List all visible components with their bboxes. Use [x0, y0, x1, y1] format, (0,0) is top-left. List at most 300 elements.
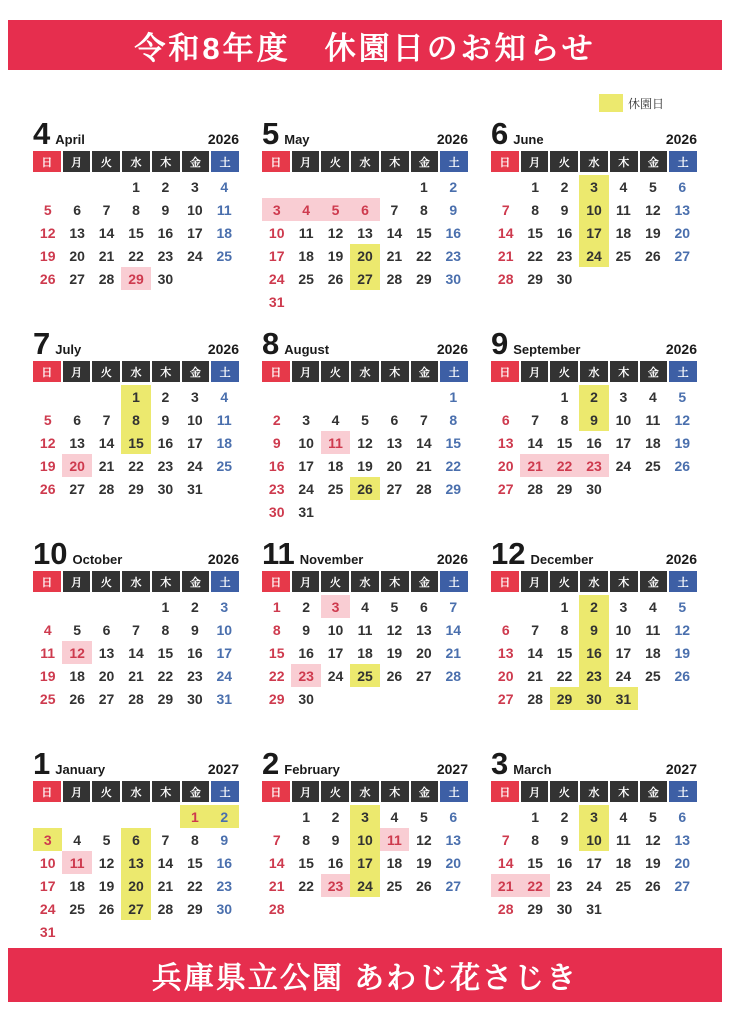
date-cell: 21 [527, 667, 543, 684]
date-cell: 12 [674, 411, 691, 428]
weekday-cell: 木 [610, 781, 638, 802]
month-name: February [284, 762, 340, 777]
date-cell: 11 [616, 831, 631, 848]
date-cell: 8 [190, 831, 199, 848]
empty-cell [291, 897, 320, 920]
empty-cell [92, 175, 121, 198]
date-cell: 25 [327, 480, 344, 497]
date-cell: 28 [497, 270, 514, 287]
date-cell: 24 [187, 457, 203, 474]
empty-cell [291, 290, 320, 313]
date-cell: 4 [331, 411, 340, 428]
weekday-cell: 金 [640, 151, 668, 172]
date-cell: 13 [416, 621, 432, 638]
weekday-cell: 金 [411, 361, 439, 382]
empty-cell [62, 805, 91, 828]
weekday-cell: 火 [550, 151, 578, 172]
month-year: 2026 [436, 131, 468, 147]
date-cell: 16 [586, 434, 602, 451]
date-cell: 2 [272, 411, 281, 428]
date-cell: 5 [648, 178, 657, 195]
date-cell: 18 [386, 854, 403, 871]
date-cell: 2 [302, 598, 311, 615]
date-cell: 9 [161, 411, 170, 428]
date-cell: 8 [449, 411, 458, 428]
date-cell: 12 [416, 831, 432, 848]
closed-date-cell: 24 [579, 244, 608, 267]
holiday-date-cell: 29 [121, 267, 150, 290]
date-cell: 28 [98, 480, 115, 497]
date-cell: 8 [272, 621, 281, 638]
date-cell: 4 [361, 598, 369, 615]
weekday-cell: 水 [351, 571, 379, 592]
holiday-date-cell: 23 [579, 454, 608, 477]
date-cell: 28 [268, 900, 285, 917]
date-cell: 16 [445, 224, 462, 241]
date-cell: 15 [556, 434, 573, 451]
date-cell: 19 [357, 457, 373, 474]
date-cell: 12 [39, 224, 56, 241]
date-cell: 25 [216, 457, 233, 474]
date-cell: 17 [187, 224, 203, 241]
closed-date-cell: 25 [350, 664, 379, 687]
date-cell: 4 [220, 178, 229, 195]
date-cell: 12 [39, 434, 56, 451]
date-cell: 6 [390, 411, 399, 428]
weekday-cell: 金 [182, 781, 210, 802]
weekday-cell: 月 [63, 571, 91, 592]
date-cell: 14 [386, 224, 403, 241]
empty-cell [33, 175, 62, 198]
date-cell: 10 [268, 224, 285, 241]
date-cell: 30 [187, 690, 203, 707]
month-number: 3 [491, 746, 509, 781]
closed-date-cell: 20 [121, 874, 150, 897]
date-cell: 15 [416, 224, 432, 241]
date-cell: 20 [69, 247, 85, 264]
weekday-cell: 月 [292, 361, 320, 382]
weekday-header-october [33, 571, 239, 592]
holiday-date-cell: 20 [62, 454, 91, 477]
empty-cell [321, 175, 350, 198]
date-cell: 15 [268, 644, 285, 661]
date-cell: 27 [497, 690, 514, 707]
month-year: 2026 [436, 551, 468, 567]
month-title-october [33, 536, 239, 571]
weekday-cell: 日 [491, 571, 519, 592]
date-cell: 28 [416, 480, 432, 497]
empty-cell [92, 805, 121, 828]
date-cell: 30 [298, 690, 314, 707]
month-february [262, 748, 468, 940]
closed-date-cell: 9 [579, 408, 608, 431]
empty-cell [121, 920, 150, 943]
date-cell: 2 [449, 178, 458, 195]
date-cell: 1 [132, 178, 140, 195]
month-year: 2026 [436, 341, 468, 357]
month-march [491, 748, 697, 940]
date-cell: 7 [531, 621, 540, 638]
date-cell: 6 [501, 411, 510, 428]
empty-cell [151, 920, 180, 943]
date-cell: 9 [190, 621, 199, 638]
date-cell: 31 [187, 480, 203, 497]
weekday-cell: 金 [640, 361, 668, 382]
date-cell: 11 [298, 224, 314, 241]
date-cell: 13 [445, 831, 462, 848]
date-cell: 5 [390, 598, 399, 615]
date-cell: 4 [619, 178, 628, 195]
weekday-cell: 金 [182, 571, 210, 592]
date-cell: 12 [357, 434, 373, 451]
date-cell: 21 [416, 457, 432, 474]
date-cell: 5 [43, 411, 52, 428]
date-cell: 18 [645, 644, 661, 661]
month-name: October [72, 552, 123, 567]
closed-date-cell: 1 [121, 385, 150, 408]
weekday-cell: 月 [63, 781, 91, 802]
date-cell: 9 [449, 201, 458, 218]
date-cell: 24 [39, 900, 56, 917]
date-cell: 2 [190, 598, 199, 615]
closed-date-cell: 17 [579, 221, 608, 244]
date-cell: 6 [102, 621, 111, 638]
month-number: 1 [33, 746, 51, 781]
weekday-cell: 金 [640, 571, 668, 592]
date-cell: 5 [678, 388, 687, 405]
date-cell: 26 [327, 270, 344, 287]
date-cell: 7 [102, 201, 111, 218]
weekday-cell: 日 [33, 151, 61, 172]
date-cell: 17 [216, 644, 233, 661]
month-number: 5 [262, 116, 280, 151]
date-cell: 14 [98, 224, 115, 241]
date-cell: 18 [615, 854, 632, 871]
date-cell: 28 [157, 900, 174, 917]
holiday-date-cell: 5 [321, 198, 350, 221]
date-cell: 2 [161, 388, 170, 405]
weekday-cell: 火 [92, 571, 120, 592]
date-cell: 8 [560, 411, 569, 428]
date-cell: 14 [98, 434, 115, 451]
date-cell: 17 [615, 434, 632, 451]
date-cell: 22 [527, 247, 543, 264]
month-year: 2026 [665, 131, 697, 147]
date-cell: 27 [674, 247, 691, 264]
date-cell: 11 [40, 644, 56, 661]
date-cell: 23 [445, 247, 462, 264]
date-grid-april [33, 175, 239, 290]
weekday-cell: 土 [440, 571, 468, 592]
date-cell: 22 [157, 667, 174, 684]
date-cell: 20 [445, 854, 462, 871]
date-cell: 30 [268, 503, 285, 520]
date-cell: 24 [615, 667, 632, 684]
date-cell: 12 [386, 621, 403, 638]
closed-date-cell: 3 [579, 805, 608, 828]
weekday-header-november [262, 571, 468, 592]
month-year: 2026 [665, 551, 697, 567]
date-cell: 27 [69, 480, 85, 497]
month-year: 2027 [436, 761, 468, 777]
closed-date-cell: 10 [579, 828, 608, 851]
closed-date-cell: 9 [579, 618, 608, 641]
date-cell: 16 [556, 224, 573, 241]
empty-cell [409, 290, 438, 313]
date-cell: 14 [128, 644, 144, 661]
date-cell: 28 [527, 690, 543, 707]
empty-cell [121, 805, 150, 828]
month-year: 2026 [665, 341, 697, 357]
closed-date-cell: 24 [350, 874, 379, 897]
date-cell: 6 [501, 621, 510, 638]
empty-cell [638, 897, 667, 920]
month-name: August [284, 342, 330, 357]
empty-cell [321, 500, 350, 523]
date-cell: 10 [39, 854, 56, 871]
date-cell: 16 [268, 457, 285, 474]
date-cell: 26 [98, 900, 115, 917]
date-cell: 27 [497, 480, 514, 497]
weekday-cell: 月 [63, 361, 91, 382]
weekday-cell: 火 [550, 361, 578, 382]
date-cell: 18 [645, 434, 661, 451]
empty-cell [350, 175, 379, 198]
weekday-cell: 金 [640, 781, 668, 802]
legend-label: 休園日 [627, 96, 664, 111]
empty-cell [409, 385, 438, 408]
closed-date-cell: 8 [121, 408, 150, 431]
month-year: 2026 [207, 131, 239, 147]
date-grid-july [33, 385, 239, 500]
date-cell: 30 [556, 900, 573, 917]
empty-cell [439, 687, 468, 710]
month-number: 9 [491, 326, 509, 361]
date-cell: 22 [187, 877, 203, 894]
empty-cell [380, 500, 409, 523]
date-cell: 13 [98, 644, 115, 661]
month-number: 2 [262, 746, 280, 781]
weekday-cell: 金 [182, 361, 210, 382]
weekday-cell: 日 [491, 151, 519, 172]
date-cell: 6 [419, 598, 428, 615]
date-cell: 19 [327, 247, 344, 264]
date-cell: 8 [531, 201, 540, 218]
holiday-date-cell: 6 [350, 198, 379, 221]
date-cell: 13 [497, 644, 514, 661]
weekday-cell: 火 [321, 781, 349, 802]
date-cell: 11 [645, 411, 661, 428]
weekday-cell: 日 [491, 361, 519, 382]
date-cell: 12 [645, 831, 661, 848]
month-name: September [513, 342, 581, 357]
date-cell: 11 [616, 201, 631, 218]
weekday-cell: 木 [610, 361, 638, 382]
month-name: January [55, 762, 106, 777]
date-cell: 14 [416, 434, 432, 451]
empty-cell [262, 805, 291, 828]
holiday-date-cell: 21 [520, 454, 549, 477]
date-cell: 25 [615, 247, 632, 264]
empty-cell [409, 687, 438, 710]
weekday-cell: 土 [669, 781, 697, 802]
date-cell: 4 [648, 388, 657, 405]
month-august [262, 328, 468, 520]
weekday-cell: 土 [211, 781, 239, 802]
date-cell: 19 [645, 224, 661, 241]
date-cell: 16 [157, 224, 174, 241]
date-cell: 20 [497, 457, 514, 474]
month-year: 2027 [207, 761, 239, 777]
empty-cell [180, 267, 209, 290]
date-cell: 13 [674, 201, 691, 218]
date-cell: 17 [615, 644, 632, 661]
weekday-header-august [262, 361, 468, 382]
empty-cell [321, 897, 350, 920]
date-cell: 15 [445, 434, 462, 451]
date-cell: 9 [220, 831, 229, 848]
legend [599, 93, 664, 113]
month-may [262, 118, 468, 310]
empty-cell [609, 477, 638, 500]
closed-date-cell: 3 [579, 175, 608, 198]
date-cell: 26 [39, 270, 56, 287]
weekday-cell: 土 [211, 361, 239, 382]
date-cell: 9 [161, 201, 170, 218]
date-cell: 21 [445, 644, 462, 661]
closed-date-cell: 15 [121, 431, 150, 454]
date-cell: 21 [268, 877, 285, 894]
closed-date-cell: 27 [350, 267, 379, 290]
date-cell: 30 [586, 480, 602, 497]
date-cell: 14 [497, 854, 514, 871]
date-cell: 17 [298, 457, 314, 474]
date-cell: 18 [327, 457, 344, 474]
date-cell: 4 [73, 831, 82, 848]
closed-date-cell: 30 [579, 687, 608, 710]
date-cell: 20 [674, 224, 691, 241]
date-cell: 23 [556, 877, 573, 894]
date-cell: 27 [98, 690, 115, 707]
empty-cell [92, 385, 121, 408]
date-cell: 12 [327, 224, 344, 241]
empty-cell [380, 290, 409, 313]
closed-date-cell: 6 [121, 828, 150, 851]
date-cell: 9 [272, 434, 281, 451]
date-cell: 29 [268, 690, 285, 707]
date-cell: 6 [678, 808, 687, 825]
closed-date-cell: 3 [350, 805, 379, 828]
empty-cell [579, 267, 608, 290]
holiday-date-cell: 4 [291, 198, 320, 221]
date-cell: 17 [39, 877, 56, 894]
date-cell: 11 [216, 201, 232, 218]
empty-cell [62, 385, 91, 408]
date-cell: 13 [674, 831, 691, 848]
date-cell: 16 [298, 644, 314, 661]
date-cell: 14 [157, 854, 174, 871]
weekday-cell: 木 [152, 151, 180, 172]
empty-cell [520, 385, 549, 408]
date-cell: 12 [98, 854, 115, 871]
weekday-header-january [33, 781, 239, 802]
date-cell: 14 [268, 854, 285, 871]
weekday-cell: 金 [411, 781, 439, 802]
month-title-may [262, 116, 468, 151]
weekday-cell: 火 [321, 361, 349, 382]
date-cell: 12 [645, 201, 661, 218]
closed-date-cell: 29 [550, 687, 579, 710]
date-cell: 13 [69, 224, 85, 241]
date-cell: 15 [527, 224, 543, 241]
date-cell: 3 [619, 388, 628, 405]
closed-date-cell: 3 [33, 828, 62, 851]
date-grid-may [262, 175, 468, 313]
holiday-date-cell: 11 [62, 851, 91, 874]
date-cell: 14 [497, 224, 514, 241]
date-cell: 30 [556, 270, 573, 287]
date-cell: 1 [531, 808, 540, 825]
date-cell: 15 [157, 644, 174, 661]
date-cell: 26 [645, 247, 661, 264]
weekday-cell: 月 [521, 781, 549, 802]
date-cell: 8 [132, 201, 140, 218]
date-cell: 20 [386, 457, 403, 474]
date-cell: 10 [327, 621, 344, 638]
date-cell: 5 [43, 201, 52, 218]
date-cell: 29 [445, 480, 462, 497]
holiday-date-cell: 22 [550, 454, 579, 477]
date-cell: 23 [157, 247, 174, 264]
month-name: March [513, 762, 552, 777]
month-number: 7 [33, 326, 51, 361]
date-cell: 14 [527, 434, 543, 451]
month-number: 4 [33, 116, 51, 151]
date-cell: 4 [220, 388, 229, 405]
date-cell: 31 [39, 923, 56, 940]
date-cell: 1 [560, 598, 569, 615]
empty-cell [350, 687, 379, 710]
calendar-grid [33, 118, 697, 940]
month-title-september [491, 326, 697, 361]
empty-cell [491, 175, 520, 198]
date-cell: 22 [556, 667, 573, 684]
weekday-cell: 土 [440, 151, 468, 172]
date-cell: 19 [98, 877, 115, 894]
month-number: 6 [491, 116, 509, 151]
weekday-cell: 日 [33, 781, 61, 802]
holiday-date-cell: 21 [491, 874, 520, 897]
date-cell: 13 [357, 224, 373, 241]
date-cell: 2 [161, 178, 170, 195]
date-cell: 7 [132, 621, 140, 638]
closed-date-cell: 10 [579, 198, 608, 221]
date-cell: 2 [331, 808, 340, 825]
weekday-header-june [491, 151, 697, 172]
date-cell: 2 [560, 808, 569, 825]
date-cell: 26 [386, 667, 403, 684]
month-title-december [491, 536, 697, 571]
date-cell: 17 [187, 434, 203, 451]
closed-date-cell: 31 [609, 687, 638, 710]
date-cell: 23 [157, 457, 174, 474]
weekday-cell: 土 [211, 151, 239, 172]
weekday-header-july [33, 361, 239, 382]
weekday-cell: 月 [521, 151, 549, 172]
closed-holiday-date-cell: 1 [180, 805, 209, 828]
date-cell: 7 [501, 201, 510, 218]
weekday-header-december [491, 571, 697, 592]
